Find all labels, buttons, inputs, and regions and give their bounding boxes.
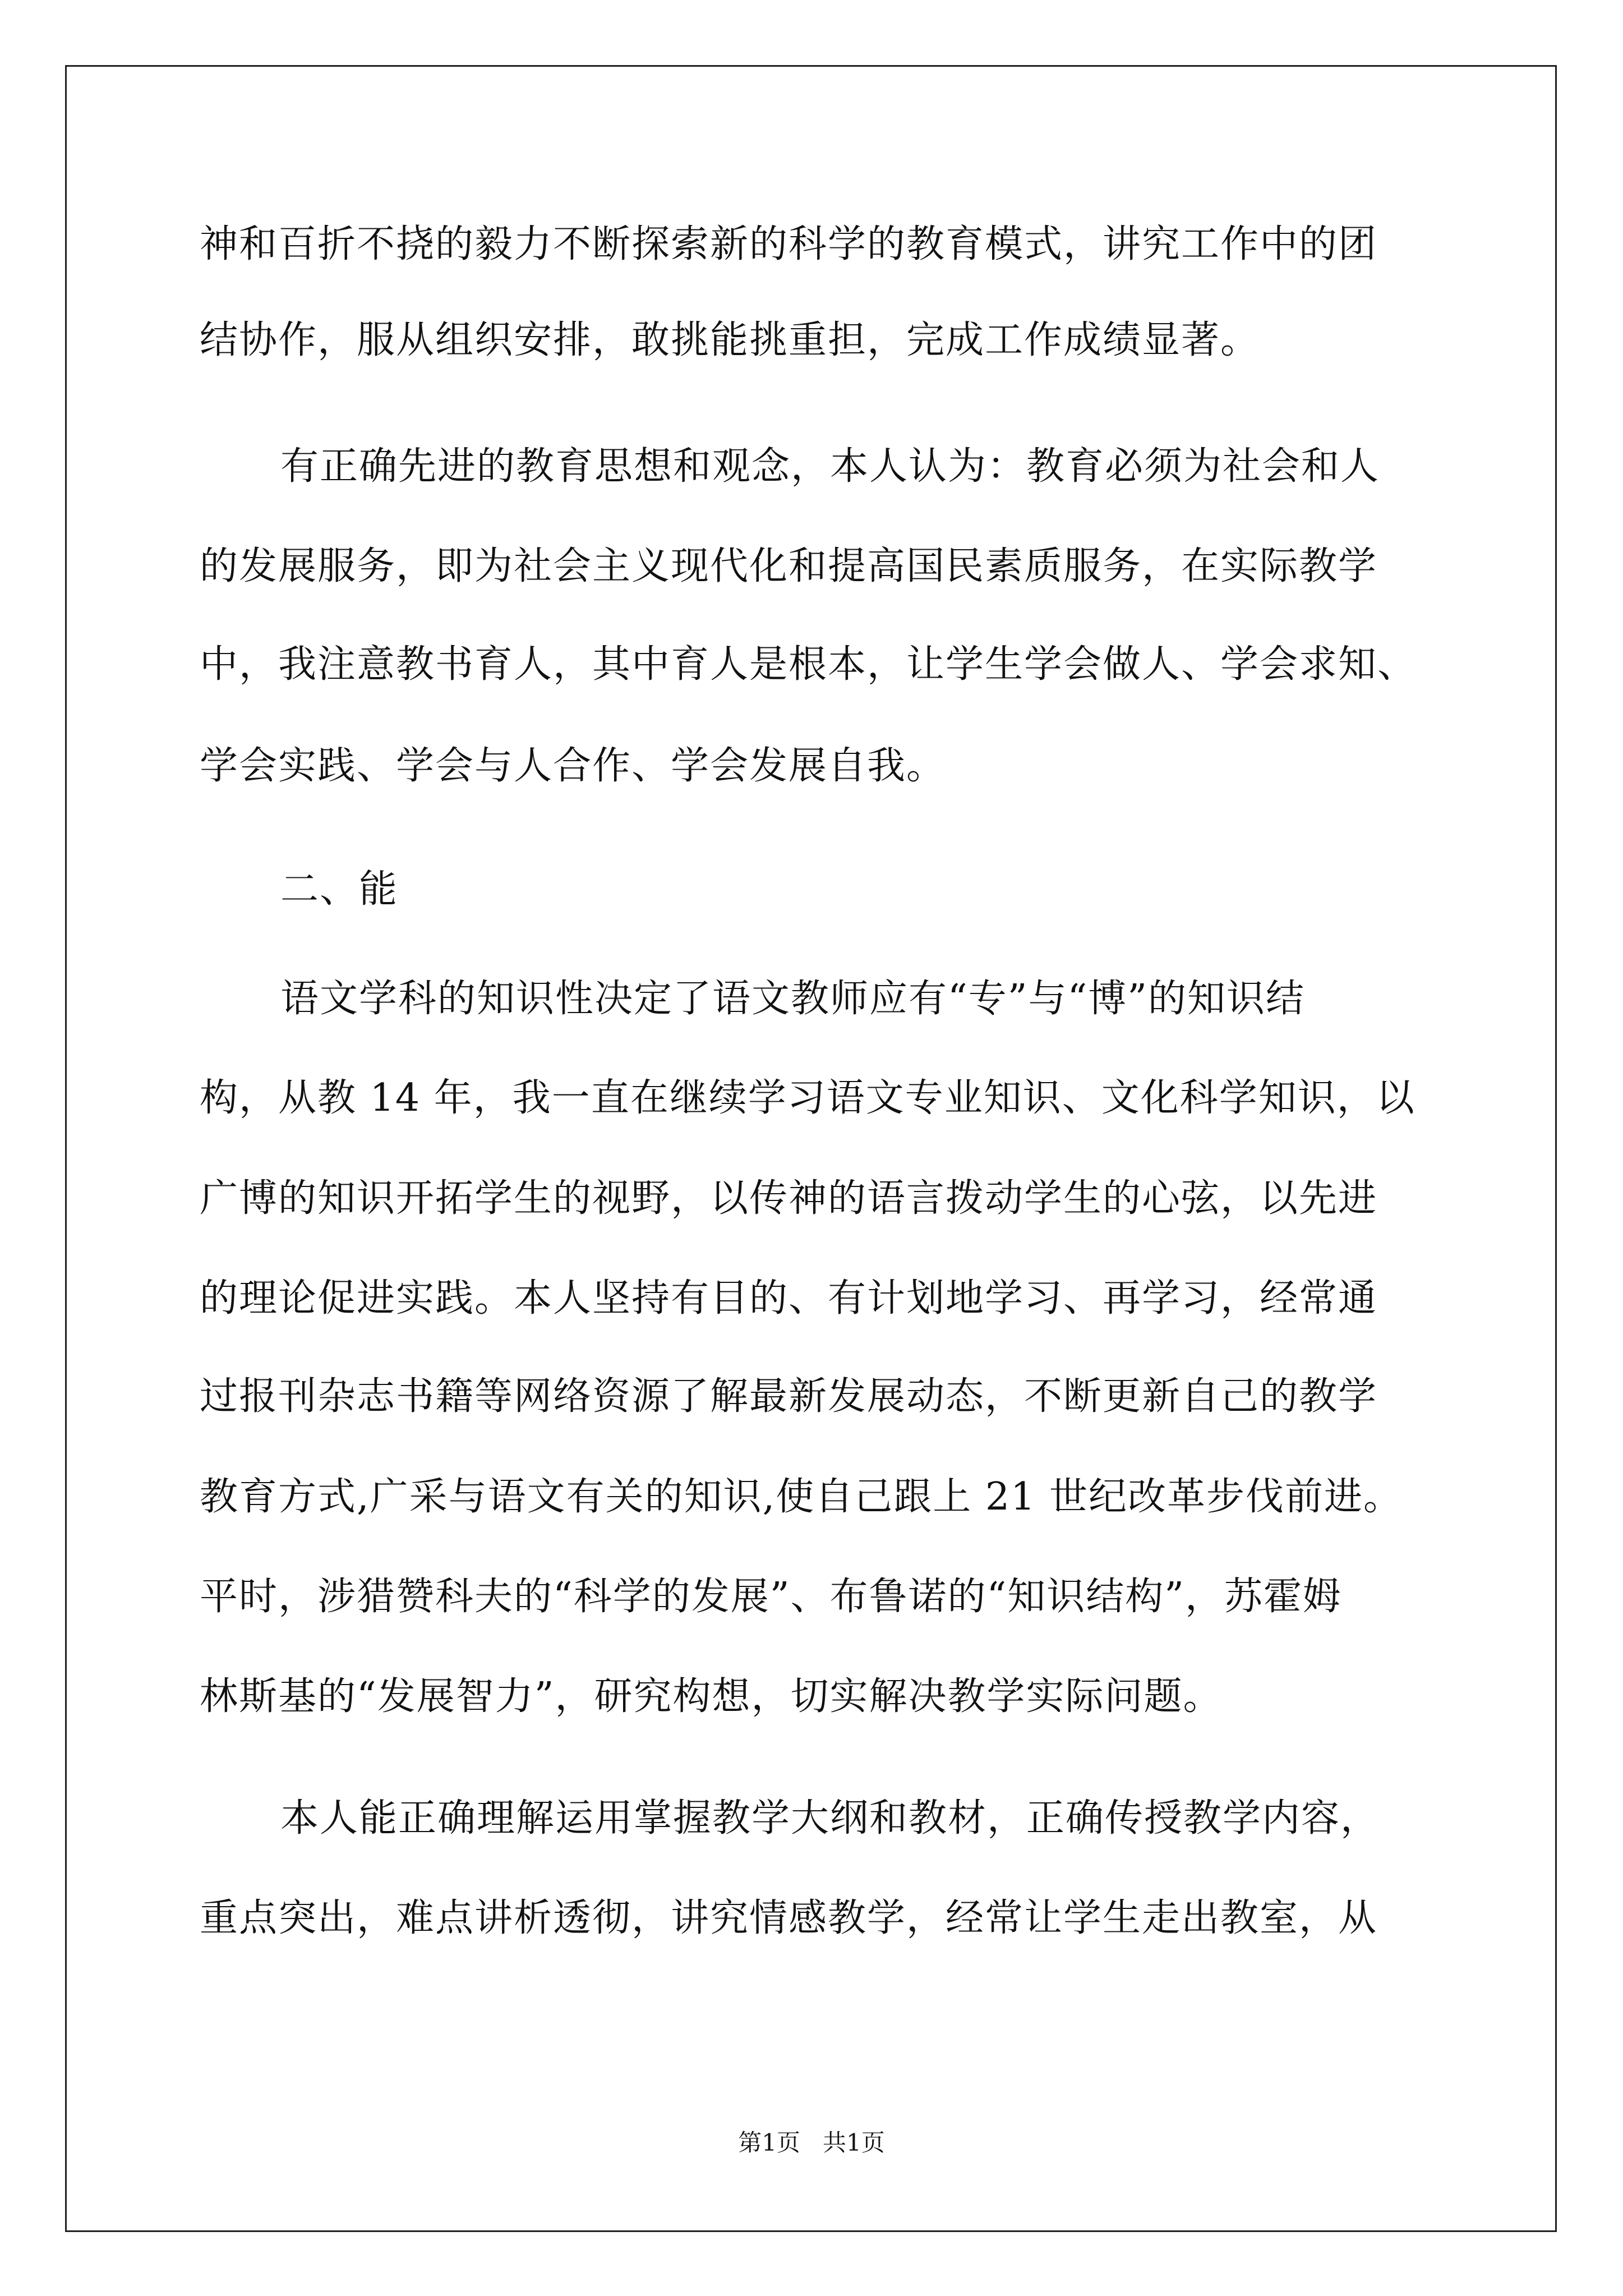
paragraph-line: 结协作，服从组织安排，敢挑能挑重担，完成工作成绩显著。 xyxy=(200,318,1260,362)
paragraph-line: 的理论促进实践。本人坚持有目的、有计划地学习、再学习，经常通 xyxy=(200,1276,1378,1320)
section-heading: 二、能 xyxy=(280,867,399,912)
paragraph-line: 语文学科的知识性决定了语文教师应有“专”与“博”的知识结 xyxy=(280,977,1306,1021)
paragraph-line: 平时，涉猎赞科夫的“科学的发展”、布鲁诺的“知识结构”，苏霍姆 xyxy=(200,1575,1343,1619)
paragraph-line: 过报刊杂志书籍等网络资源了解最新发展动态，不断更新自己的教学 xyxy=(200,1374,1378,1419)
paragraph-line: 神和百折不挠的毅力不断探索新的科学的教育模式，讲究工作中的团 xyxy=(200,222,1378,266)
paragraph-line: 本人能正确理解运用掌握教学大纲和教材，正确传授教学内容， xyxy=(280,1796,1380,1841)
page-footer: 第1页 共1页 xyxy=(738,2129,885,2156)
paragraph-line: 学会实践、学会与人合作、学会发展自我。 xyxy=(200,744,946,788)
paragraph-line: 中，我注意教书育人，其中育人是根本，让学生学会做人、学会求知、 xyxy=(200,642,1417,687)
paragraph-line: 教育方式,广采与语文有关的知识,使自己跟上 21 世纪改革步伐前进。 xyxy=(200,1475,1403,1519)
paragraph-line: 广博的知识开拓学生的视野，以传神的语言拨动学生的心弦，以先进 xyxy=(200,1176,1378,1221)
paragraph-line: 有正确先进的教育思想和观念，本人认为：教育必须为社会和人 xyxy=(280,444,1380,489)
paragraph-line: 的发展服务，即为社会主义现代化和提高国民素质服务，在实际教学 xyxy=(200,544,1378,588)
paragraph-line: 林斯基的“发展智力”，研究构想，切实解决教学实际问题。 xyxy=(200,1674,1223,1719)
paragraph-line: 重点突出，难点讲析透彻，讲究情感教学，经常让学生走出教室，从 xyxy=(200,1896,1378,1940)
paragraph-line: 构，从教 14 年，我一直在继续学习语文专业知识、文化科学知识，以 xyxy=(200,1076,1415,1120)
